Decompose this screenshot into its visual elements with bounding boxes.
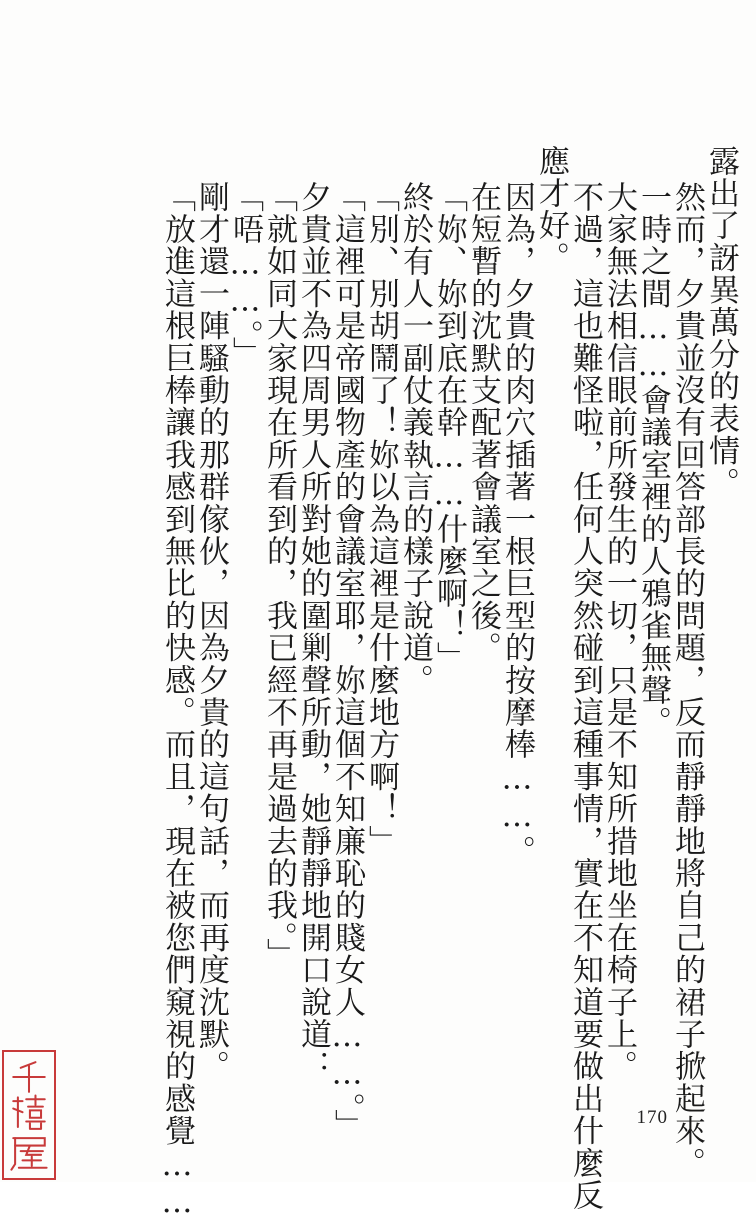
text-line-17: 「放進這根巨棒讓我感到無比的快感。而且，現在被您們窺視的感覺…… xyxy=(159,181,195,1221)
text-line-5: 不過，這也難怪啦，任何人突然碰到這種事情，實在不知道要做出什麼反 xyxy=(567,181,603,1212)
text-line-13: 夕貴並不為四周男人所對她的圍剿聲所動，她靜靜地開口說道： xyxy=(295,181,331,1083)
text-line-15: 「唔……。」 xyxy=(227,181,263,369)
text-line-3: 一時之間……會議室裡的人鴉雀無聲。 xyxy=(635,181,671,739)
text-line-16: 剛才還一陣騷動的那群傢伙，因為夕貴的這句話，而再度沈默。 xyxy=(193,181,229,1083)
text-line-10: 終於有人一副仗義執言的樣子說道。 xyxy=(397,181,433,697)
publisher-seal-logo xyxy=(2,1050,56,1180)
text-line-11: 「別、別胡鬧了！妳以為這裡是什麼地方啊！」 xyxy=(363,181,399,858)
text-line-4: 大家無法相信眼前所發生的一切，只是不知所措地坐在椅子上。 xyxy=(601,181,637,1083)
text-line-6: 應才好。 xyxy=(533,145,569,274)
text-line-8: 在短暫的沈默支配著會議室之後。 xyxy=(465,181,501,664)
text-line-7: 因為，夕貴的肉穴插著一根巨型的按摩棒……。 xyxy=(499,181,535,868)
text-line-12: 「這裡可是帝國物產的會議室耶，妳這個不知廉恥的賤女人……。」 xyxy=(329,181,365,1142)
seal-stamp-icon xyxy=(4,1052,54,1178)
text-line-14: 「就如同大家現在所看到的，我已經不再是過去的我。」 xyxy=(261,181,297,971)
text-line-9: 「妳、妳到底在幹……什麼啊！」 xyxy=(431,181,467,674)
text-line-1: 露出了訝異萬分的表情。 xyxy=(703,145,739,500)
page-number: 170 xyxy=(636,1107,668,1128)
text-line-2: 然而，夕貴並沒有回答部長的問題，反而靜靜地將自己的裙子掀起來。 xyxy=(669,181,705,1180)
